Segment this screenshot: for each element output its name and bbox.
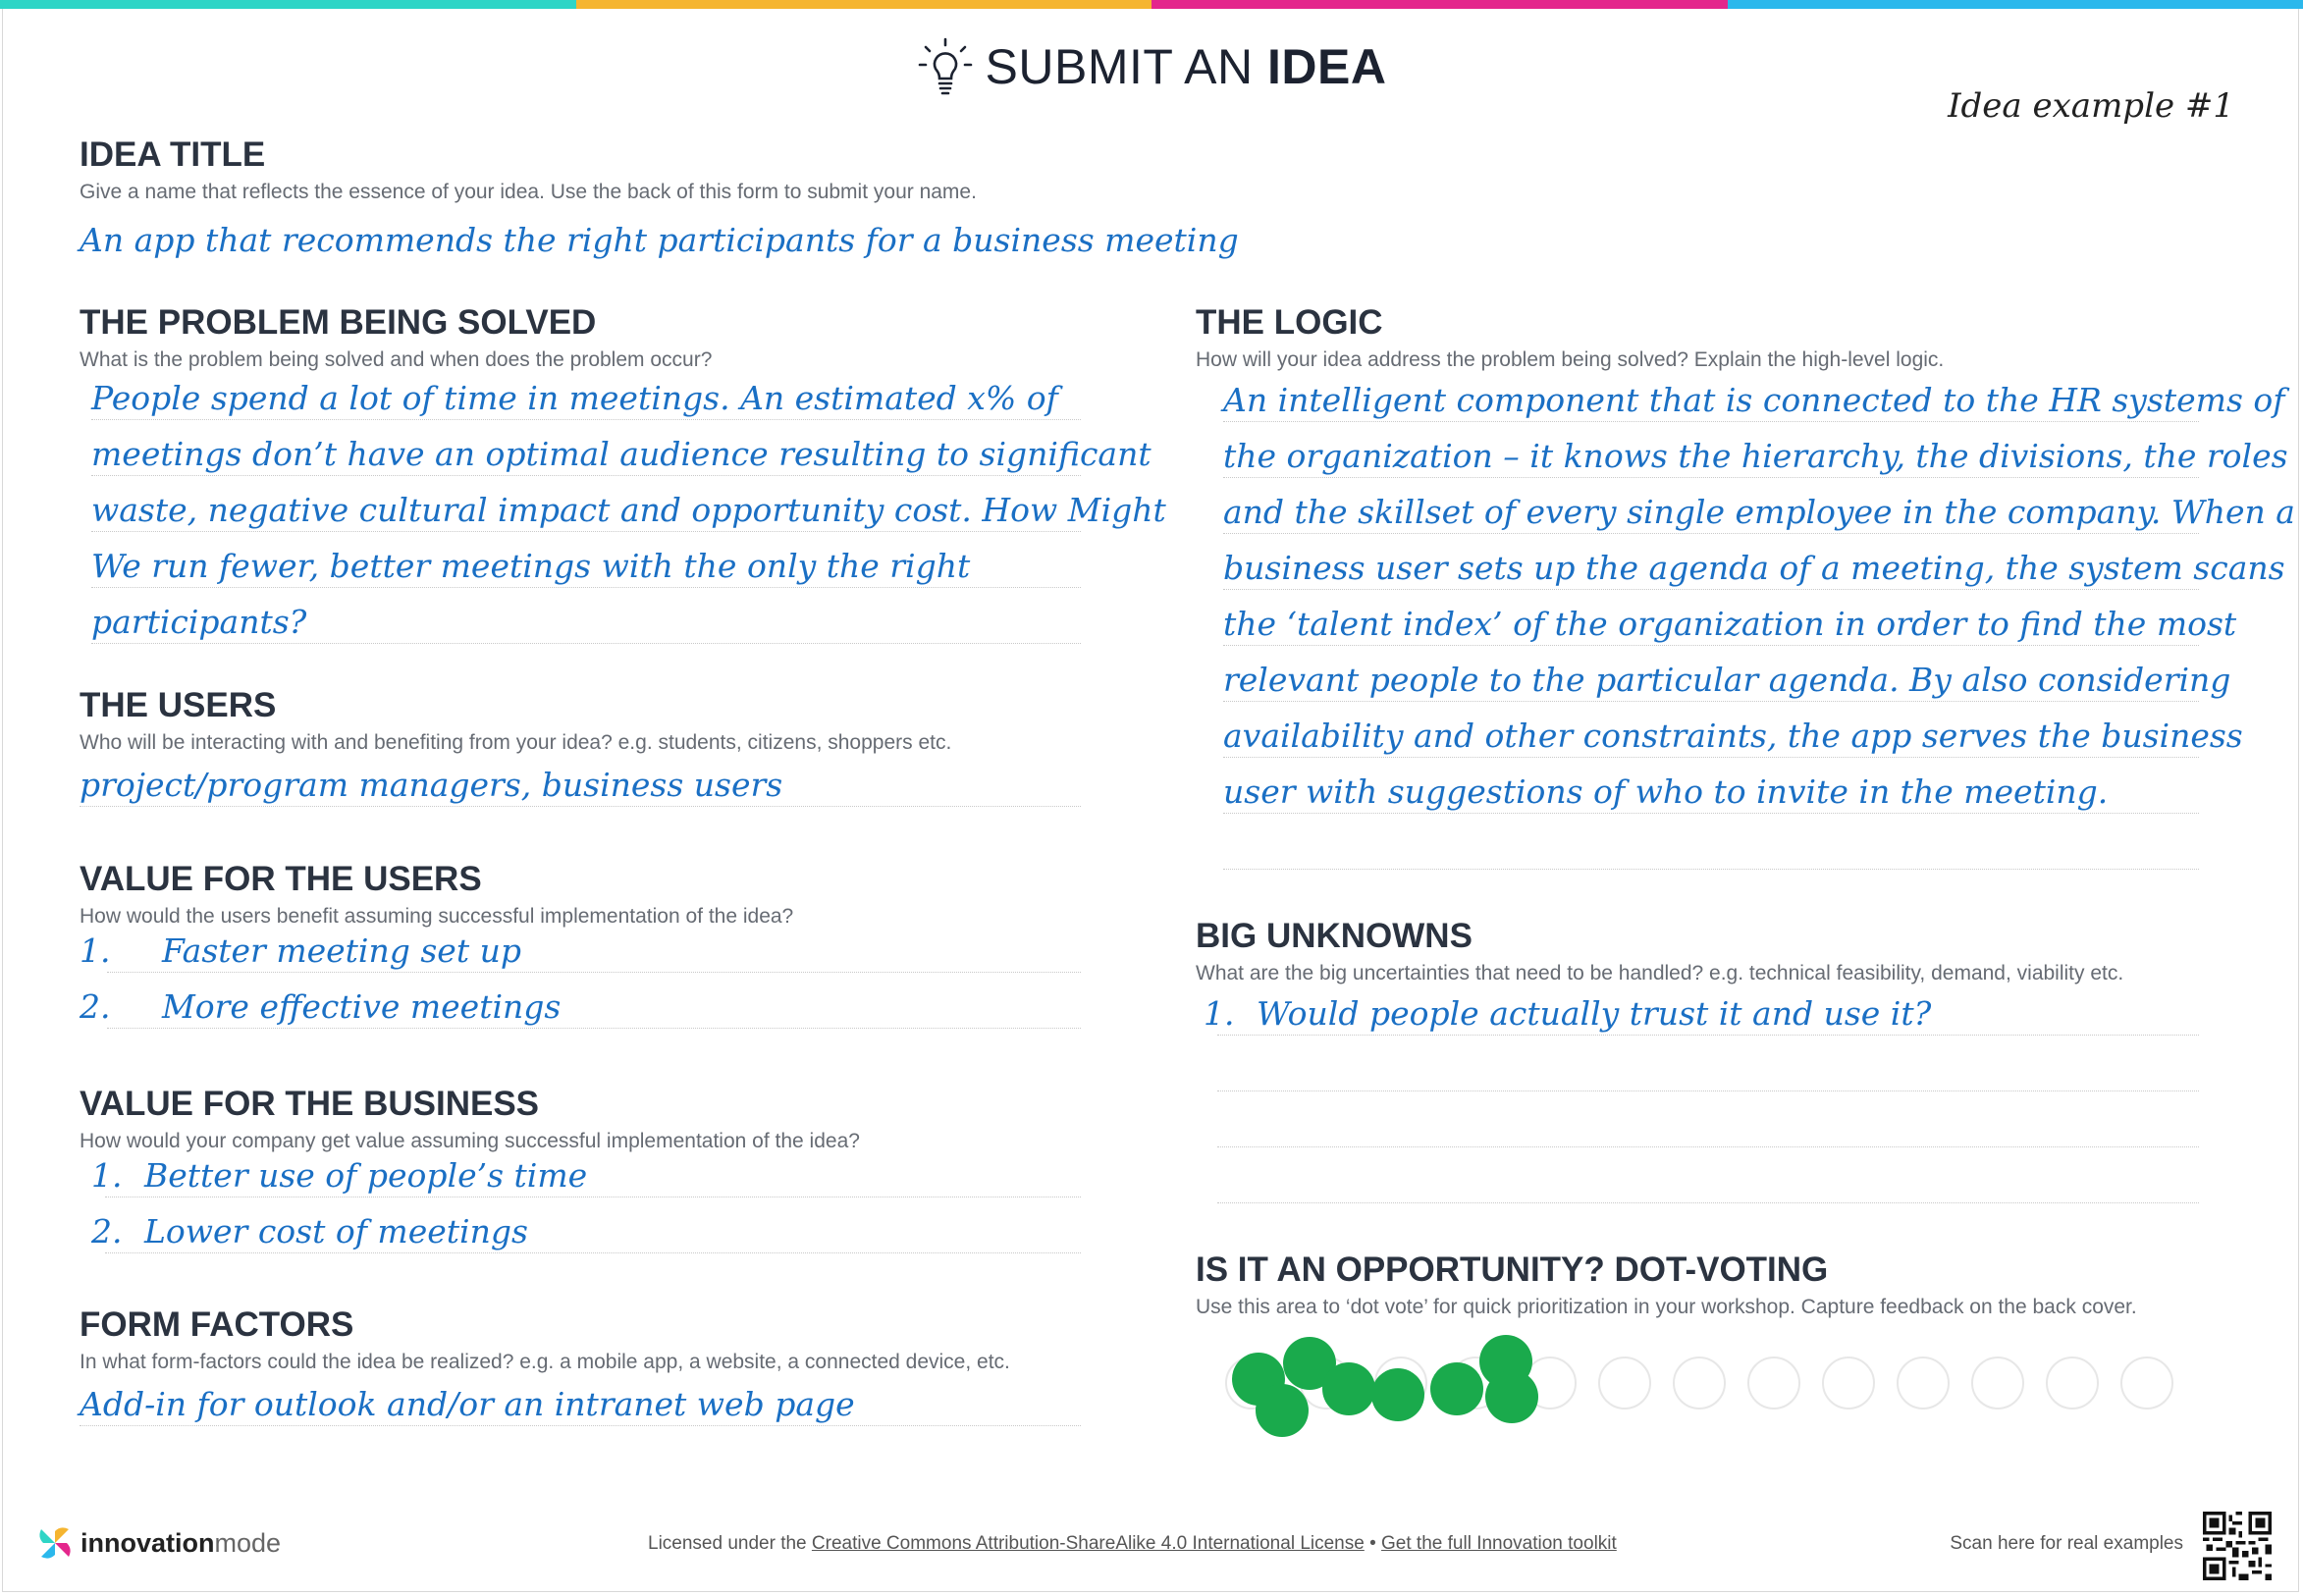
item-number: 2. bbox=[80, 987, 111, 1026]
item-text: Better use of people’s time bbox=[144, 1156, 588, 1195]
section-heading: VALUE FOR THE BUSINESS bbox=[80, 1085, 540, 1123]
answer-line[interactable] bbox=[1223, 366, 2285, 422]
vote-dot[interactable] bbox=[1430, 1362, 1483, 1415]
logo-text-light: mode bbox=[214, 1527, 282, 1558]
answer-text: and the skillset of every single employee in the company. When a bbox=[1223, 493, 2295, 531]
toolkit-link[interactable]: Get the full Innovation toolkit bbox=[1381, 1533, 1617, 1554]
separator: • bbox=[1364, 1533, 1382, 1554]
empty-vote-slot[interactable] bbox=[1897, 1357, 1950, 1410]
logo-text-bold: innovation bbox=[80, 1527, 215, 1558]
answer-line[interactable] bbox=[1223, 814, 2199, 870]
answer-line[interactable] bbox=[91, 364, 1081, 420]
section-dot-voting bbox=[1196, 1250, 2199, 1321]
answer-line[interactable] bbox=[1223, 702, 2243, 758]
page-title bbox=[917, 36, 1387, 97]
title-light: SUBMIT AN bbox=[985, 39, 1267, 94]
answer-line[interactable] bbox=[80, 751, 1081, 807]
answer-line[interactable] bbox=[1223, 590, 2237, 646]
scan-text: Scan here for real examples bbox=[1950, 1533, 2183, 1554]
section-idea-title bbox=[80, 135, 1239, 261]
header bbox=[0, 27, 2303, 126]
answer-line[interactable] bbox=[80, 973, 1081, 1029]
answer-text: user with suggestions of who to invite in the meeting. bbox=[1223, 772, 2109, 811]
answer-text: participants? bbox=[91, 603, 307, 641]
section-value-users bbox=[80, 860, 1081, 1029]
section-value-business bbox=[80, 1085, 1081, 1253]
lightbulb-icon bbox=[917, 36, 974, 97]
section-description: How would your company get value assuming successful implementation of the idea? bbox=[80, 1130, 860, 1152]
section-heading: FORM FACTORS bbox=[80, 1305, 354, 1344]
license-link[interactable]: Creative Commons Attribution-ShareAlike 4.0 International License bbox=[811, 1533, 1365, 1554]
example-tag: Idea example #1 bbox=[1948, 86, 2234, 126]
answer-text: An app that recommends the right participants for a business meeting bbox=[80, 221, 1239, 259]
empty-vote-slot[interactable] bbox=[1747, 1357, 1800, 1410]
section-description: What is the problem being solved and when does the problem occur? bbox=[80, 348, 713, 371]
empty-vote-slot[interactable] bbox=[2046, 1357, 2099, 1410]
answer-text: meetings don’t have an optimal audience resulting to significant bbox=[91, 435, 1152, 473]
license-prefix: Licensed under the bbox=[648, 1533, 812, 1554]
answer-text: project/program managers, business users bbox=[80, 766, 783, 804]
answer-text: waste, negative cultural impact and opportunity cost. How Might bbox=[91, 491, 1166, 529]
section-big-unknowns bbox=[1196, 917, 2199, 1203]
section-description: How would the users benefit assuming successful implementation of the idea? bbox=[80, 905, 794, 928]
answer-line[interactable] bbox=[91, 476, 1166, 532]
dot-voting-area[interactable] bbox=[1220, 1335, 2163, 1443]
answer-text: business user sets up the agenda of a meeting, the system scans bbox=[1223, 549, 2285, 587]
item-number: 2. bbox=[91, 1212, 123, 1250]
empty-vote-slot[interactable] bbox=[2120, 1357, 2173, 1410]
section-problem bbox=[80, 303, 1166, 644]
answer-line[interactable] bbox=[1217, 1147, 2199, 1203]
answer-line[interactable] bbox=[91, 1142, 1081, 1197]
color-bar-segment-pink bbox=[1152, 0, 1728, 9]
answer-line[interactable] bbox=[91, 588, 1081, 644]
section-heading: THE LOGIC bbox=[1196, 303, 1383, 342]
innovation-mode-logo-icon bbox=[35, 1523, 75, 1563]
item-number: 1. bbox=[91, 1156, 123, 1195]
answer-text: An intelligent component that is connected to the HR systems of bbox=[1223, 381, 2285, 419]
section-description: What are the big uncertainties that need to be handled? e.g. technical feasibility, demand, viability etc. bbox=[1196, 962, 2124, 984]
answer-line[interactable] bbox=[1223, 646, 2231, 702]
vote-dot[interactable] bbox=[1485, 1370, 1538, 1423]
answer-text: People spend a lot of time in meetings. An estimated x% of bbox=[91, 379, 1058, 417]
item-text: Lower cost of meetings bbox=[144, 1212, 528, 1250]
section-description: Give a name that reflects the essence of your idea. Use the back of this form to submit your name. bbox=[80, 181, 977, 203]
section-heading: IS IT AN OPPORTUNITY? DOT-VOTING bbox=[1196, 1250, 1829, 1289]
vote-dot[interactable] bbox=[1322, 1362, 1375, 1415]
footer bbox=[0, 1512, 2303, 1580]
section-description: Use this area to ‘dot vote’ for quick prioritization in your workshop. Capture feedback on the back cover. bbox=[1196, 1296, 2137, 1318]
answer-text: the organization – it knows the hierarchy, the divisions, the roles bbox=[1223, 437, 2288, 475]
answer-line[interactable] bbox=[1223, 422, 2288, 478]
section-users bbox=[80, 686, 1081, 807]
answer-line[interactable] bbox=[80, 917, 1081, 973]
section-description: How will your idea address the problem being solved? Explain the high-level logic. bbox=[1196, 348, 1945, 371]
vote-dot[interactable] bbox=[1371, 1368, 1424, 1421]
section-heading: BIG UNKNOWNS bbox=[1196, 917, 1473, 955]
empty-vote-slot[interactable] bbox=[1822, 1357, 1875, 1410]
item-number: 1. bbox=[1204, 994, 1235, 1033]
color-bar-segment-orange bbox=[576, 0, 1152, 9]
answer-text: availability and other constraints, the app serves the business bbox=[1223, 717, 2243, 755]
logo bbox=[35, 1523, 281, 1563]
color-bar-segment-teal bbox=[0, 0, 576, 9]
item-text: More effective meetings bbox=[162, 987, 562, 1026]
answer-line[interactable] bbox=[1223, 478, 2295, 534]
section-description: In what form-factors could the idea be realized? e.g. a mobile app, a website, a connected device, etc. bbox=[80, 1351, 1010, 1373]
qr-code-icon[interactable] bbox=[2203, 1512, 2272, 1580]
answer-text: We run fewer, better meetings with the only the right bbox=[91, 547, 971, 585]
answer-line[interactable] bbox=[91, 1197, 1081, 1253]
section-heading: VALUE FOR THE USERS bbox=[80, 860, 482, 898]
item-text: Faster meeting set up bbox=[162, 931, 521, 970]
answer-line[interactable] bbox=[1217, 1091, 2199, 1147]
section-heading: THE PROBLEM BEING SOLVED bbox=[80, 303, 597, 342]
item-text: Would people actually trust it and use it? bbox=[1257, 994, 1932, 1033]
empty-vote-slot[interactable] bbox=[1598, 1357, 1651, 1410]
answer-line[interactable] bbox=[1223, 758, 2199, 814]
section-description: Who will be interacting with and benefiting from your idea? e.g. students, citizens, shoppers etc. bbox=[80, 731, 952, 754]
license-text bbox=[648, 1533, 1617, 1555]
vote-dot[interactable] bbox=[1256, 1384, 1309, 1437]
answer-line[interactable] bbox=[80, 206, 1239, 261]
answer-line[interactable] bbox=[80, 1370, 1081, 1426]
section-heading: THE USERS bbox=[80, 686, 277, 724]
section-form-factors bbox=[80, 1305, 1081, 1426]
section-logic bbox=[1196, 303, 2295, 870]
title-bold: IDEA bbox=[1267, 39, 1387, 94]
empty-vote-slot[interactable] bbox=[1971, 1357, 2024, 1410]
answer-line[interactable] bbox=[1204, 980, 2199, 1036]
answer-line[interactable] bbox=[1223, 534, 2285, 590]
answer-text: relevant people to the particular agenda. By also considering bbox=[1223, 661, 2231, 699]
answer-text: the ‘talent index’ of the organization in order to find the most bbox=[1223, 605, 2237, 643]
answer-line[interactable] bbox=[91, 532, 1081, 588]
section-heading: IDEA TITLE bbox=[80, 135, 266, 174]
answer-line[interactable] bbox=[91, 420, 1152, 476]
answer-line[interactable] bbox=[1217, 1036, 2199, 1091]
answer-text: Add-in for outlook and/or an intranet web page bbox=[80, 1385, 855, 1423]
color-bar bbox=[0, 0, 2303, 9]
empty-vote-slot[interactable] bbox=[1673, 1357, 1726, 1410]
item-number: 1. bbox=[80, 931, 111, 970]
color-bar-segment-blue bbox=[1728, 0, 2303, 9]
